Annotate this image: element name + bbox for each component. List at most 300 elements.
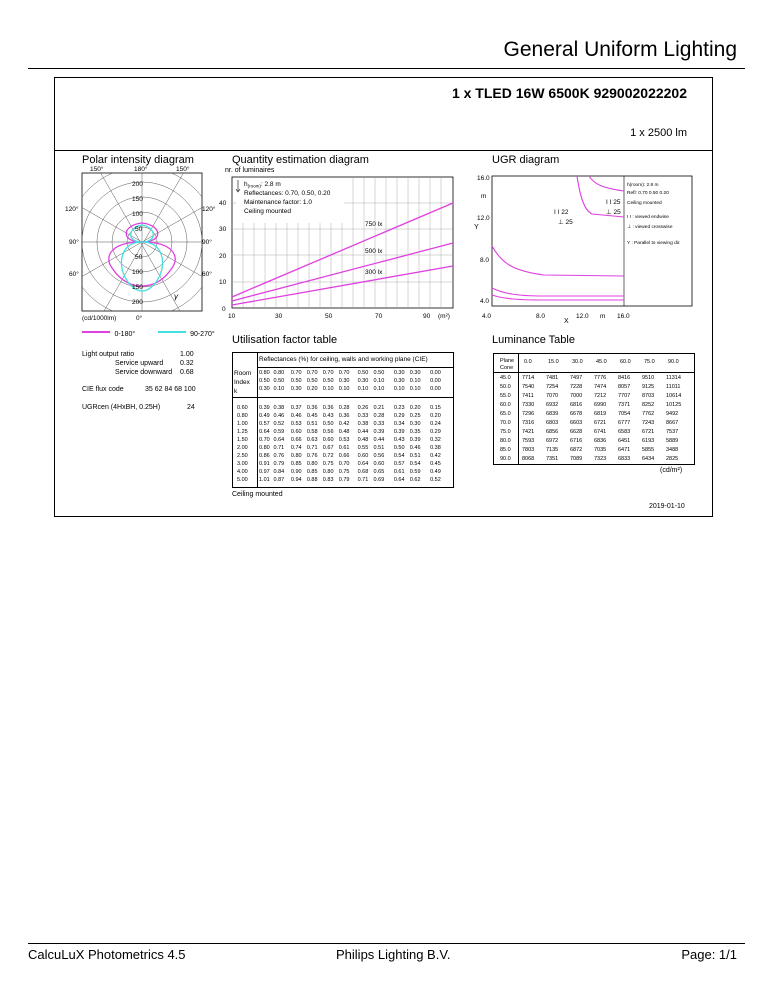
legend-swatch-90-270: [158, 331, 186, 333]
luminance-value-cell: 10614: [666, 393, 682, 399]
quantity-xtick-50: 50: [325, 313, 333, 320]
angle-label-left-60: 60°: [69, 271, 79, 278]
util-value-cell: 0.24: [430, 421, 441, 427]
util-value-cell: 0.34: [393, 421, 405, 427]
util-value-cell: 0.45: [306, 413, 318, 419]
luminance-value-cell: 7537: [666, 429, 679, 435]
quantity-maintenance: Maintenance factor: 1.0: [244, 199, 312, 206]
util-value-cell: 0.43: [322, 413, 334, 419]
luminance-title: Luminance Table: [492, 334, 575, 346]
luminance-value-cell: 6836: [594, 438, 607, 444]
luminance-plane-header: 0.0: [524, 359, 532, 365]
util-value-cell: 0.88: [306, 477, 318, 483]
ugr-xtick-16: 16.0: [617, 313, 630, 320]
ugr-title: UGR diagram: [492, 154, 560, 166]
util-value-cell: 0.70: [338, 461, 350, 467]
util-value-cell: 0.64: [259, 429, 270, 435]
quantity-ytick-20: 20: [219, 253, 227, 260]
luminance-value-cell: 6819: [594, 411, 607, 417]
util-body-rule: [233, 397, 454, 398]
util-reflectance-cell: 0.80: [259, 370, 270, 376]
quantity-diagram: [218, 172, 468, 327]
util-value-cell: 0.74: [290, 445, 302, 451]
util-k-cell: 5.00: [237, 477, 248, 483]
polar-diagram: [62, 165, 222, 335]
util-value-cell: 0.79: [273, 461, 285, 467]
header-divider: [28, 68, 745, 69]
ring-label-150-bottom: 150: [132, 284, 143, 291]
util-value-cell: 0.72: [322, 453, 334, 459]
luminance-value-cell: 7212: [594, 393, 607, 399]
ring-label-100-bottom: 100: [132, 269, 143, 276]
ring-label-150-top: 150: [132, 196, 143, 203]
util-reflectance-cell: 0.10: [357, 386, 369, 392]
luminance-plane-header: 15.0: [548, 359, 559, 365]
util-value-cell: 0.80: [290, 453, 302, 459]
util-value-cell: 0.61: [338, 445, 350, 451]
luminance-value-cell: 7497: [570, 375, 583, 381]
util-k-cell: 1.00: [237, 421, 248, 427]
util-value-cell: 0.48: [357, 437, 369, 443]
legend-label-90-270: 90-270°: [190, 331, 215, 338]
util-value-cell: 0.33: [357, 413, 369, 419]
luminance-value-cell: 6721: [594, 420, 607, 426]
ugr-xtick-12: 12.0: [576, 313, 589, 320]
util-value-cell: 0.29: [393, 413, 405, 419]
util-k-cell: 2.50: [237, 453, 248, 459]
luminance-plane-header: 30.0: [572, 359, 583, 365]
util-reflectance-cell: 0.30: [290, 386, 302, 392]
util-value-cell: 0.60: [373, 461, 385, 467]
luminance-value-cell: 5855: [642, 447, 655, 453]
util-reflectance-cell: 0.70: [338, 370, 350, 376]
angle-label-right-90: 90°: [202, 239, 212, 246]
footer-rule: [28, 943, 745, 944]
footer-page: Page: 1/1: [681, 947, 737, 962]
util-reflectance-cell: 0.50: [306, 378, 318, 384]
luminance-value-cell: 6628: [570, 429, 583, 435]
service-downward-label: Service downward: [115, 369, 173, 376]
ugr-ylabel: Y: [474, 224, 479, 231]
util-value-cell: 0.70: [259, 437, 270, 443]
util-reflectance-cell: 0.30: [357, 378, 369, 384]
gamma-symbol: γ: [174, 292, 178, 301]
util-value-cell: 0.23: [393, 405, 405, 411]
luminance-cone-cell: 65.0: [500, 411, 511, 417]
luminance-value-cell: 7330: [522, 402, 535, 408]
ugr-diagram: [474, 168, 704, 326]
util-value-cell: 0.15: [430, 405, 441, 411]
util-value-cell: 0.90: [290, 469, 302, 475]
luminance-plane-header: 60.0: [620, 359, 631, 365]
util-reflectance-cell: 0.70: [290, 370, 302, 376]
luminance-plane-header: 75.0: [644, 359, 655, 365]
luminance-value-cell: 7243: [642, 420, 655, 426]
util-value-cell: 0.63: [306, 437, 318, 443]
util-reflectance-cell: 0.50: [357, 370, 369, 376]
luminance-value-cell: 6816: [570, 402, 583, 408]
util-value-cell: 0.36: [322, 405, 334, 411]
util-reflectance-cell: 0.10: [338, 386, 350, 392]
util-reflectance-cell: 0.10: [409, 378, 421, 384]
util-value-cell: 0.94: [290, 477, 302, 483]
luminance-value-cell: 8416: [618, 375, 631, 381]
luminance-value-cell: 6839: [546, 411, 559, 417]
util-value-cell: 0.85: [290, 461, 302, 467]
luminance-plane-header: 45.0: [596, 359, 607, 365]
util-value-cell: 0.65: [373, 469, 385, 475]
util-reflectance-cell: 0.50: [273, 378, 285, 384]
lor-value: 1.00: [180, 351, 194, 358]
util-value-cell: 0.69: [373, 477, 385, 483]
util-value-cell: 0.75: [338, 469, 350, 475]
util-value-cell: 0.43: [393, 437, 405, 443]
luminance-value-cell: 11011: [666, 384, 681, 390]
luminance-value-cell: 6777: [618, 420, 631, 426]
util-value-cell: 0.28: [373, 413, 385, 419]
util-value-cell: 0.57: [393, 461, 405, 467]
luminance-value-cell: 8252: [642, 402, 655, 408]
luminance-value-cell: 7803: [522, 447, 535, 453]
util-value-cell: 0.97: [259, 469, 270, 475]
util-value-cell: 0.26: [357, 405, 369, 411]
util-value-cell: 0.71: [306, 445, 318, 451]
util-value-cell: 0.44: [357, 429, 369, 435]
quantity-xunit: (m²): [438, 313, 450, 320]
footer-company: Philips Lighting B.V.: [336, 947, 451, 962]
angle-label-right-120: 120°: [202, 206, 216, 213]
luminance-value-cell: 7228: [570, 384, 583, 390]
luminance-value-cell: 8068: [522, 456, 535, 462]
luminance-value-cell: 7070: [546, 393, 559, 399]
angle-label-left-90: 90°: [69, 239, 79, 246]
util-table: [232, 352, 454, 488]
service-downward-value: 0.68: [180, 369, 194, 376]
luminance-value-cell: 6583: [618, 429, 631, 435]
util-value-cell: 0.59: [273, 429, 285, 435]
luminance-value-cell: 6716: [570, 438, 583, 444]
util-reflectance-cell: 0.50: [259, 378, 270, 384]
luminance-value-cell: 6451: [618, 438, 631, 444]
ugr-xtick-4: 4.0: [482, 313, 492, 320]
util-k-cell: 0.80: [237, 413, 248, 419]
util-value-cell: 0.80: [322, 469, 334, 475]
util-reflectance-cell: 0.50: [290, 378, 302, 384]
util-value-cell: 0.85: [306, 469, 318, 475]
cie-flux-label: CIE flux code: [82, 386, 124, 393]
util-header: Reflectances (%) for ceiling, walls and working plane (CIE): [259, 356, 428, 363]
quantity-xtick-90: 90: [423, 313, 431, 320]
luminance-value-cell: 7054: [618, 411, 631, 417]
util-value-cell: 0.54: [393, 453, 405, 459]
util-value-cell: 0.45: [430, 461, 441, 467]
util-k-cell: 1.50: [237, 437, 248, 443]
ugr-xunit: m: [600, 313, 606, 320]
util-value-cell: 0.64: [393, 477, 405, 483]
luminance-value-cell: 6434: [642, 456, 655, 462]
quantity-hroom-label: $h_{(room)}$: 2.8 m: [244, 181, 281, 189]
angle-label-top-left: 150°: [90, 166, 104, 173]
util-value-cell: 0.25: [409, 413, 421, 419]
util-value-cell: 0.33: [373, 421, 385, 427]
luminance-value-cell: 9125: [642, 384, 655, 390]
util-value-cell: 0.36: [306, 405, 318, 411]
luminance-value-cell: 3488: [666, 447, 679, 453]
luminance-col-rule: [518, 354, 519, 465]
luminance-value-cell: 7593: [522, 438, 535, 444]
luminance-cone-cell: 45.0: [500, 375, 511, 381]
luminance-value-cell: 6990: [594, 402, 607, 408]
luminance-value-cell: 6932: [546, 402, 559, 408]
ring-label-100-top: 100: [132, 211, 143, 218]
util-k-word: k: [234, 388, 238, 395]
luminance-value-cell: 6741: [594, 429, 607, 435]
util-value-cell: 0.21: [373, 405, 385, 411]
luminance-value-cell: 7254: [546, 384, 559, 390]
quantity-ytick-10: 10: [219, 279, 227, 286]
luminance-value-cell: 7351: [546, 456, 559, 462]
util-reflectance-cell: 0.70: [306, 370, 318, 376]
util-value-cell: 0.30: [409, 421, 421, 427]
util-reflectance-cell: 0.30: [338, 378, 350, 384]
util-value-cell: 0.57: [259, 421, 270, 427]
util-value-cell: 0.52: [430, 477, 441, 483]
luminance-value-cell: 6678: [570, 411, 583, 417]
ugr-annot-endwise-22: I I 22: [554, 209, 569, 216]
ugr-cen-label: UGRcen (4HxBH, 0.25H): [82, 404, 161, 411]
luminance-corner: [500, 358, 514, 372]
util-value-cell: 0.83: [322, 477, 334, 483]
util-value-cell: 0.39: [409, 437, 421, 443]
util-value-cell: 0.66: [338, 453, 350, 459]
util-value-cell: 0.80: [259, 445, 270, 451]
util-value-cell: 0.56: [322, 429, 334, 435]
util-reflectance-cell: 0.10: [373, 386, 385, 392]
quantity-xtick-70: 70: [375, 313, 383, 320]
luminance-plane-header: 90.0: [668, 359, 679, 365]
polar-title: Polar intensity diagram: [82, 154, 194, 166]
ugr-yunit: m: [481, 193, 487, 200]
util-value-cell: 0.54: [409, 461, 421, 467]
legend-swatch-0-180: [82, 331, 110, 333]
ugr-xlabel: X: [564, 318, 569, 325]
luminance-value-cell: 7323: [594, 456, 607, 462]
util-value-cell: 0.42: [430, 453, 441, 459]
util-value-cell: 0.39: [393, 429, 405, 435]
ugr-legend-refl: Refl: 0.70 0.50 0.20: [627, 191, 669, 196]
util-value-cell: 0.32: [430, 437, 441, 443]
util-value-cell: 0.91: [259, 461, 270, 467]
luminance-value-cell: 7411: [522, 393, 534, 399]
luminance-table: [493, 353, 695, 465]
util-value-cell: 0.51: [409, 453, 421, 459]
ring-label-50-bottom: 50: [135, 254, 143, 261]
luminance-value-cell: 6193: [642, 438, 655, 444]
util-value-cell: 0.51: [306, 421, 318, 427]
util-index-word: Index: [234, 379, 250, 386]
cie-flux-value: 35 62 84 68 100: [145, 386, 196, 393]
ugr-ytick-4: 4.0: [480, 298, 490, 305]
luminance-value-cell: 7135: [546, 447, 559, 453]
luminance-value-cell: 7421: [522, 429, 535, 435]
util-value-cell: 1.01: [259, 477, 270, 483]
legend-label-0-180: 0-180°: [114, 331, 136, 338]
util-reflectance-cell: 0.00: [430, 378, 441, 384]
util-value-cell: 0.49: [259, 413, 270, 419]
util-value-cell: 0.20: [409, 405, 421, 411]
quantity-label-300lx: 300 lx: [365, 269, 383, 276]
util-value-cell: 0.76: [306, 453, 318, 459]
ugr-xtick-8: 8.0: [536, 313, 546, 320]
util-reflectance-cell: 0.30: [393, 378, 405, 384]
luminance-value-cell: 7481: [546, 375, 559, 381]
util-value-cell: 0.62: [409, 477, 421, 483]
luminance-value-cell: 7762: [642, 411, 655, 417]
luminance-value-cell: 6803: [546, 420, 559, 426]
util-value-cell: 0.37: [290, 405, 302, 411]
util-value-cell: 0.61: [393, 469, 405, 475]
util-room-rule: [257, 353, 258, 488]
quantity-ytick-40: 40: [219, 200, 227, 207]
luminance-value-cell: 8667: [666, 420, 679, 426]
util-value-cell: 0.50: [322, 421, 334, 427]
util-value-cell: 0.67: [322, 445, 334, 451]
util-value-cell: 0.87: [273, 477, 285, 483]
polar-zero-angle: 0°: [136, 315, 143, 322]
util-value-cell: 0.28: [338, 405, 350, 411]
util-reflectance-cell: 0.70: [322, 370, 334, 376]
lor-label: Light output ratio: [82, 351, 135, 358]
util-value-cell: 0.86: [259, 453, 270, 459]
page-title: General Uniform Lighting: [503, 38, 737, 61]
luminance-cone-cell: 90.0: [500, 456, 511, 462]
util-reflectance-cell: 0.30: [259, 386, 270, 392]
angle-label-right-60: 60°: [202, 271, 212, 278]
util-reflectance-cell: 0.00: [430, 386, 441, 392]
luminance-value-cell: 7089: [570, 456, 583, 462]
ugr-annot-crosswise-25-b: ⊥ 25: [606, 209, 621, 216]
util-room-index-label: [234, 369, 251, 396]
util-value-cell: 0.60: [357, 453, 369, 459]
luminance-value-cell: 10125: [666, 402, 682, 408]
util-value-cell: 0.55: [357, 445, 369, 451]
ugr-legend-y: Y : Parallel to viewing dir.: [627, 241, 681, 246]
luminance-value-cell: 6856: [546, 429, 559, 435]
luminance-cone-cell: 55.0: [500, 393, 511, 399]
util-reflectance-cell: 0.20: [306, 386, 318, 392]
quantity-ylabel: nr. of luminaires: [225, 167, 275, 174]
quantity-label-750lx: 750 lx: [365, 221, 383, 228]
luminance-value-cell: 7000: [570, 393, 583, 399]
luminance-cone-cell: 80.0: [500, 438, 511, 444]
util-value-cell: 0.53: [338, 437, 350, 443]
luminance-value-cell: 9492: [666, 411, 679, 417]
ugr-annot-crosswise-25-a: ⊥ 25: [558, 219, 573, 226]
util-value-cell: 0.68: [357, 469, 369, 475]
luminance-cone-label: Cone: [500, 365, 514, 371]
util-value-cell: 0.66: [290, 437, 302, 443]
util-value-cell: 0.71: [357, 477, 369, 483]
util-value-cell: 0.75: [322, 461, 334, 467]
util-reflectance-cell: 0.30: [409, 370, 421, 376]
issue-date: 2019-01-10: [649, 503, 685, 510]
util-value-cell: 0.38: [273, 405, 285, 411]
quantity-label-500lx: 500 lx: [365, 248, 383, 255]
util-reflectance-cell: 0.10: [393, 386, 405, 392]
ugr-legend-hroom: h(room): 2.8 m: [627, 183, 659, 188]
service-upward-value: 0.32: [180, 360, 194, 367]
luminance-value-cell: 5889: [666, 438, 679, 444]
angle-label-top-center: 180°: [134, 166, 148, 173]
util-k-cell: 2.00: [237, 445, 248, 451]
luminance-value-cell: 7540: [522, 384, 535, 390]
luminance-value-cell: 7371: [618, 402, 631, 408]
luminance-value-cell: 7707: [618, 393, 631, 399]
luminance-value-cell: 7035: [594, 447, 607, 453]
section-divider: [54, 150, 713, 151]
util-reflectance-cell: 0.00: [430, 370, 441, 376]
ring-label-200-top: 200: [132, 181, 143, 188]
ugr-annot-endwise-25: I I 25: [606, 199, 621, 206]
quantity-ytick-0: 0: [222, 306, 226, 313]
util-note: Ceiling mounted: [232, 491, 283, 498]
polar-legend: [82, 323, 215, 341]
luminance-cone-cell: 50.0: [500, 384, 511, 390]
util-value-cell: 0.35: [409, 429, 421, 435]
luminance-cone-cell: 60.0: [500, 402, 511, 408]
util-value-cell: 0.49: [430, 469, 441, 475]
util-value-cell: 0.42: [338, 421, 350, 427]
util-value-cell: 0.51: [373, 445, 385, 451]
util-value-cell: 0.71: [273, 445, 285, 451]
util-reflectance-cell: 0.10: [373, 378, 385, 384]
util-k-cell: 4.00: [237, 469, 248, 475]
luminance-cone-cell: 85.0: [500, 447, 511, 453]
ugr-cen-value: 24: [187, 404, 195, 411]
luminaire-flux: 1 x 2500 lm: [630, 127, 687, 139]
util-value-cell: 0.60: [322, 437, 334, 443]
util-value-cell: 0.64: [357, 461, 369, 467]
ugr-ytick-8: 8.0: [480, 257, 490, 264]
polar-unit: (cd/1000lm): [82, 315, 117, 322]
util-value-cell: 0.39: [373, 429, 385, 435]
util-value-cell: 0.60: [290, 429, 302, 435]
util-value-cell: 0.48: [338, 429, 350, 435]
util-reflectance-cell: 0.50: [322, 378, 334, 384]
luminance-value-cell: 9510: [642, 375, 655, 381]
service-upward-label: Service upward: [115, 360, 164, 367]
luminance-value-cell: 7474: [594, 384, 607, 390]
luminance-value-cell: 6721: [642, 429, 655, 435]
quantity-reflectances: Reflectances: 0.70, 0.50, 0.20: [244, 190, 331, 197]
luminance-cone-cell: 70.0: [500, 420, 511, 426]
util-reflectance-cell: 0.50: [373, 370, 385, 376]
util-value-cell: 0.80: [306, 461, 318, 467]
util-value-cell: 0.79: [338, 477, 350, 483]
util-header-rule: [257, 367, 454, 368]
util-value-cell: 0.38: [357, 421, 369, 427]
util-value-cell: 0.44: [373, 437, 385, 443]
ring-label-50-top: 50: [135, 226, 143, 233]
quantity-mounting: Ceiling mounted: [244, 208, 291, 215]
luminance-unit: [660, 467, 682, 474]
angle-label-top-right: 150°: [176, 166, 190, 173]
util-reflectance-cell: 0.10: [409, 386, 421, 392]
util-value-cell: 0.50: [393, 445, 405, 451]
luminance-value-cell: 7776: [594, 375, 607, 381]
quantity-xtick-10: 10: [228, 313, 236, 320]
luminance-value-cell: 6471: [618, 447, 631, 453]
